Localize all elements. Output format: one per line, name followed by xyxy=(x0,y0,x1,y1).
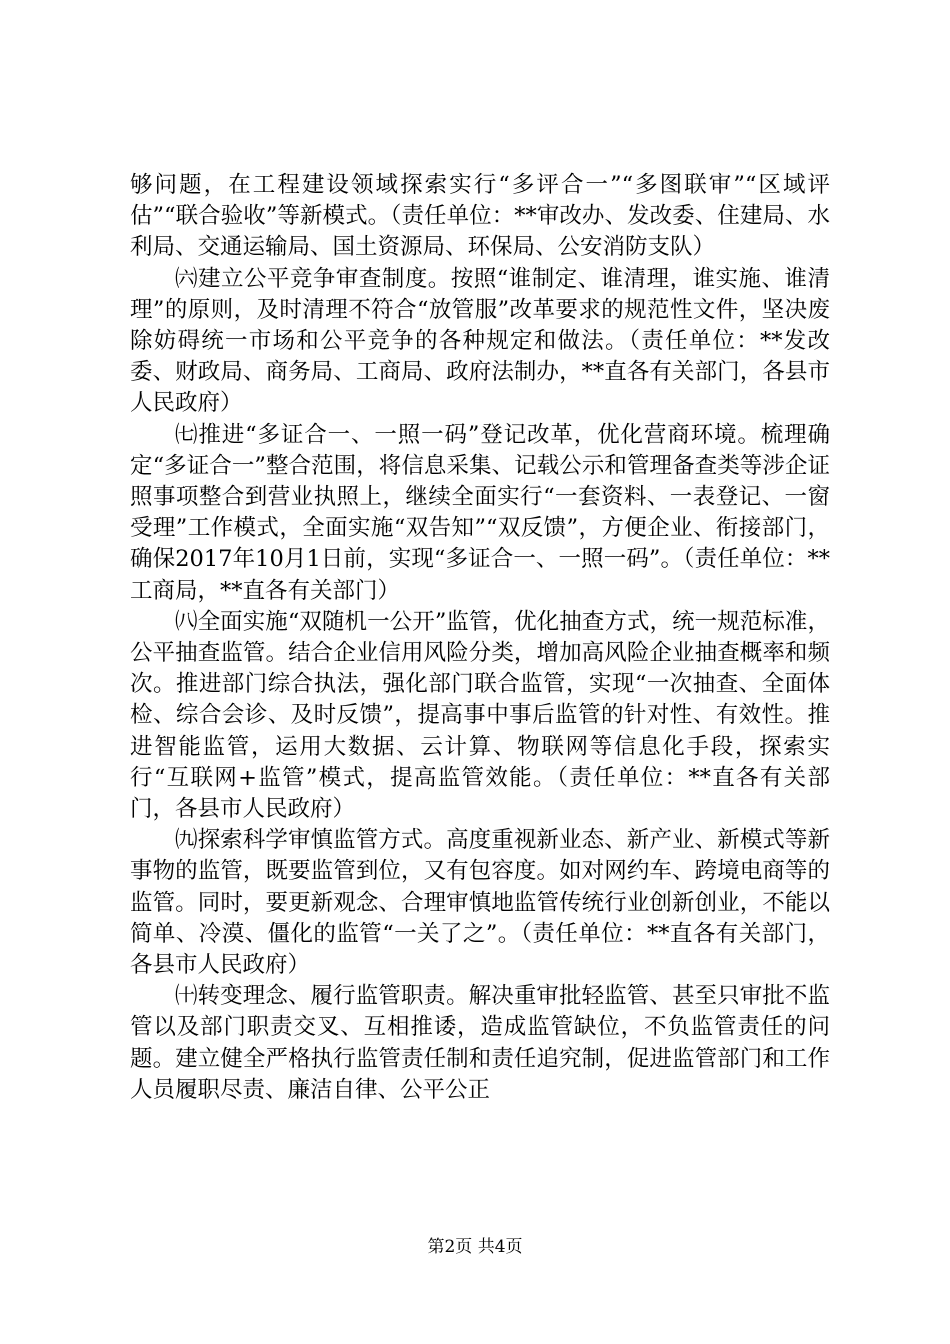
paragraph-item-8: ㈧全面实施“双随机一公开”监管，优化抽查方式，统一规范标准，公平抽查监管。结合企业信用风险分类，增加高风险企业抽查概率和频次。推进部门综合执法，强化部门联合监管，实现“一次抽查、全面体检、综合会诊、及时反馈”，提高事中事后监管的针对性、有效性。推进智能监管，运用大数据、云计算、物联网等信息化手段，探索实行“互联网+监管”模式，提高监管效能。（责任单位：**直各有关部门，各县市人民政府） xyxy=(130,608,830,823)
paragraph-continuation: 够问题，在工程建设领域探索实行“多评合一”“多图联审”“区域评估”“联合验收”等新模式。（责任单位：**审改办、发改委、住建局、水利局、交通运输局、国土资源局、环保局、公安消防支队） xyxy=(130,172,830,261)
paragraph-item-9: ㈨探索科学审慎监管方式。高度重视新业态、新产业、新模式等新事物的监管，既要监管到位，又有包容度。如对网约车、跨境电商等的监管。同时，要更新观念、合理审慎地监管传统行业创新创业，不能以简单、冷漠、僵化的监管“一关了之”。（责任单位：**直各有关部门，各县市人民政府） xyxy=(130,827,830,979)
document-body xyxy=(130,170,830,1106)
paragraph-item-6: ㈥建立公平竞争审查制度。按照“谁制定、谁清理，谁实施、谁清理”的原则，及时清理不符合“放管服”改革要求的规范性文件，坚决废除妨碍统一市场和公平竞争的各种规定和做法。（责任单位：**发改委、财政局、商务局、工商局、政府法制办，**直各有关部门，各县市人民政府） xyxy=(130,265,830,417)
paragraph-item-7: ㈦推进“多证合一、一照一码”登记改革，优化营商环境。梳理确定“多证合一”整合范围，将信息采集、记载公示和管理备查类等涉企证照事项整合到营业执照上，继续全面实行“一套资料、一表登记、一窗受理”工作模式，全面实施“双告知”“双反馈”，方便企业、衔接部门，确保2017年10月1日前，实现“多证合一、一照一码”。（责任单位：**工商局，**直各有关部门） xyxy=(130,421,830,604)
page-footer: 第2页 共4页 xyxy=(427,1237,523,1257)
paragraph-item-10: ㈩转变理念、履行监管职责。解决重审批轻监管、甚至只审批不监管以及部门职责交叉、互相推诿，造成监管缺位，不负监管责任的问题。建立健全严格执行监管责任制和责任追究制，促进监管部门和工作人员履职尽责、廉洁自律、公平公正 xyxy=(130,983,830,1103)
